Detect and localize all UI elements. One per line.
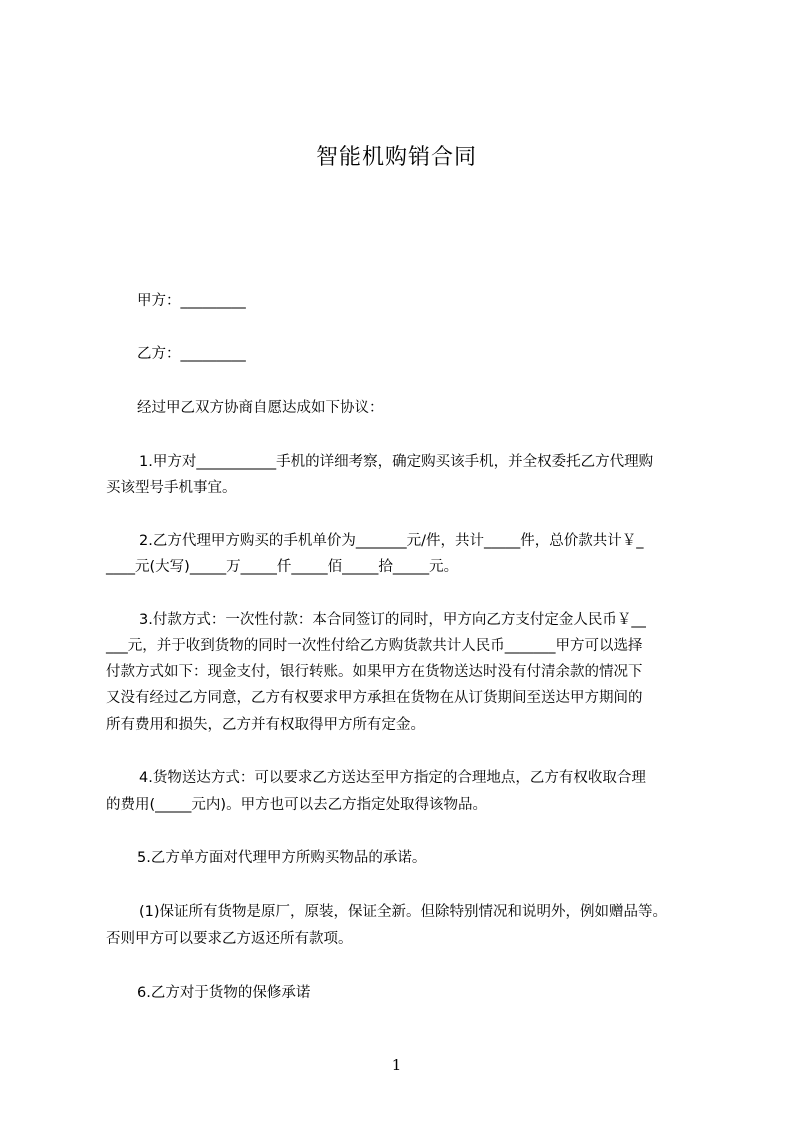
clause-6: 6.乙方对于货物的保修承诺: [137, 985, 311, 1001]
clause-3-line-1: 3.付款方式：一次性付款：本合同签订的同时，甲方向乙方支付定金人民币￥__: [139, 612, 646, 628]
clause-5-item-1-line-1: (1)保证所有货物是原厂，原装，保证全新。但除特别情况和说明外，例如赠品等。: [139, 904, 668, 920]
clause-1-line-1: 1.甲方对___________手机的详细考察，确定购买该手机，并全权委托乙方代理购: [139, 454, 654, 470]
clause-1-line-2: 买该型号手机事宜。: [106, 480, 237, 496]
clause-2-line-1: 2.乙方代理甲方购买的手机单价为_______元/件，共计_____件，总价款共计￥_: [139, 533, 644, 549]
clause-2-line-2: ____元(大写)_____万_____仟_____佰_____拾_____元。: [106, 559, 459, 575]
page-number: 1: [391, 1056, 402, 1074]
party-a-line: 甲方：_________: [137, 293, 246, 309]
intro-paragraph: 经过甲乙双方协商自愿达成如下协议：: [137, 400, 384, 416]
clause-3-line-3: 付款方式如下：现金支付，银行转账。如果甲方在货物送达时没有付清余款的情况下: [106, 664, 643, 680]
document-title: 智能机购销合同: [315, 145, 477, 170]
clause-5-item-1-line-2: 否则甲方可以要求乙方返还所有款项。: [106, 931, 353, 947]
clause-4-line-2: 的费用(_____元内)。甲方也可以去乙方指定处取得该物品。: [106, 797, 488, 813]
clause-5: 5.乙方单方面对代理甲方所购买物品的承诺。: [137, 850, 427, 866]
clause-3-line-2: ___元，并于收到货物的同时一次性付给乙方购货款共计人民币_______甲方可以选择: [106, 638, 643, 654]
clause-4-line-1: 4.货物送达方式：可以要求乙方送达至甲方指定的合理地点，乙方有权收取合理: [139, 770, 646, 786]
party-b-line: 乙方：_________: [137, 346, 246, 362]
clause-3-line-4: 又没有经过乙方同意，乙方有权要求甲方承担在货物在从订货期间至送达甲方期间的: [106, 690, 643, 706]
clause-3-line-5: 所有费用和损失，乙方并有权取得甲方所有定金。: [106, 717, 425, 733]
